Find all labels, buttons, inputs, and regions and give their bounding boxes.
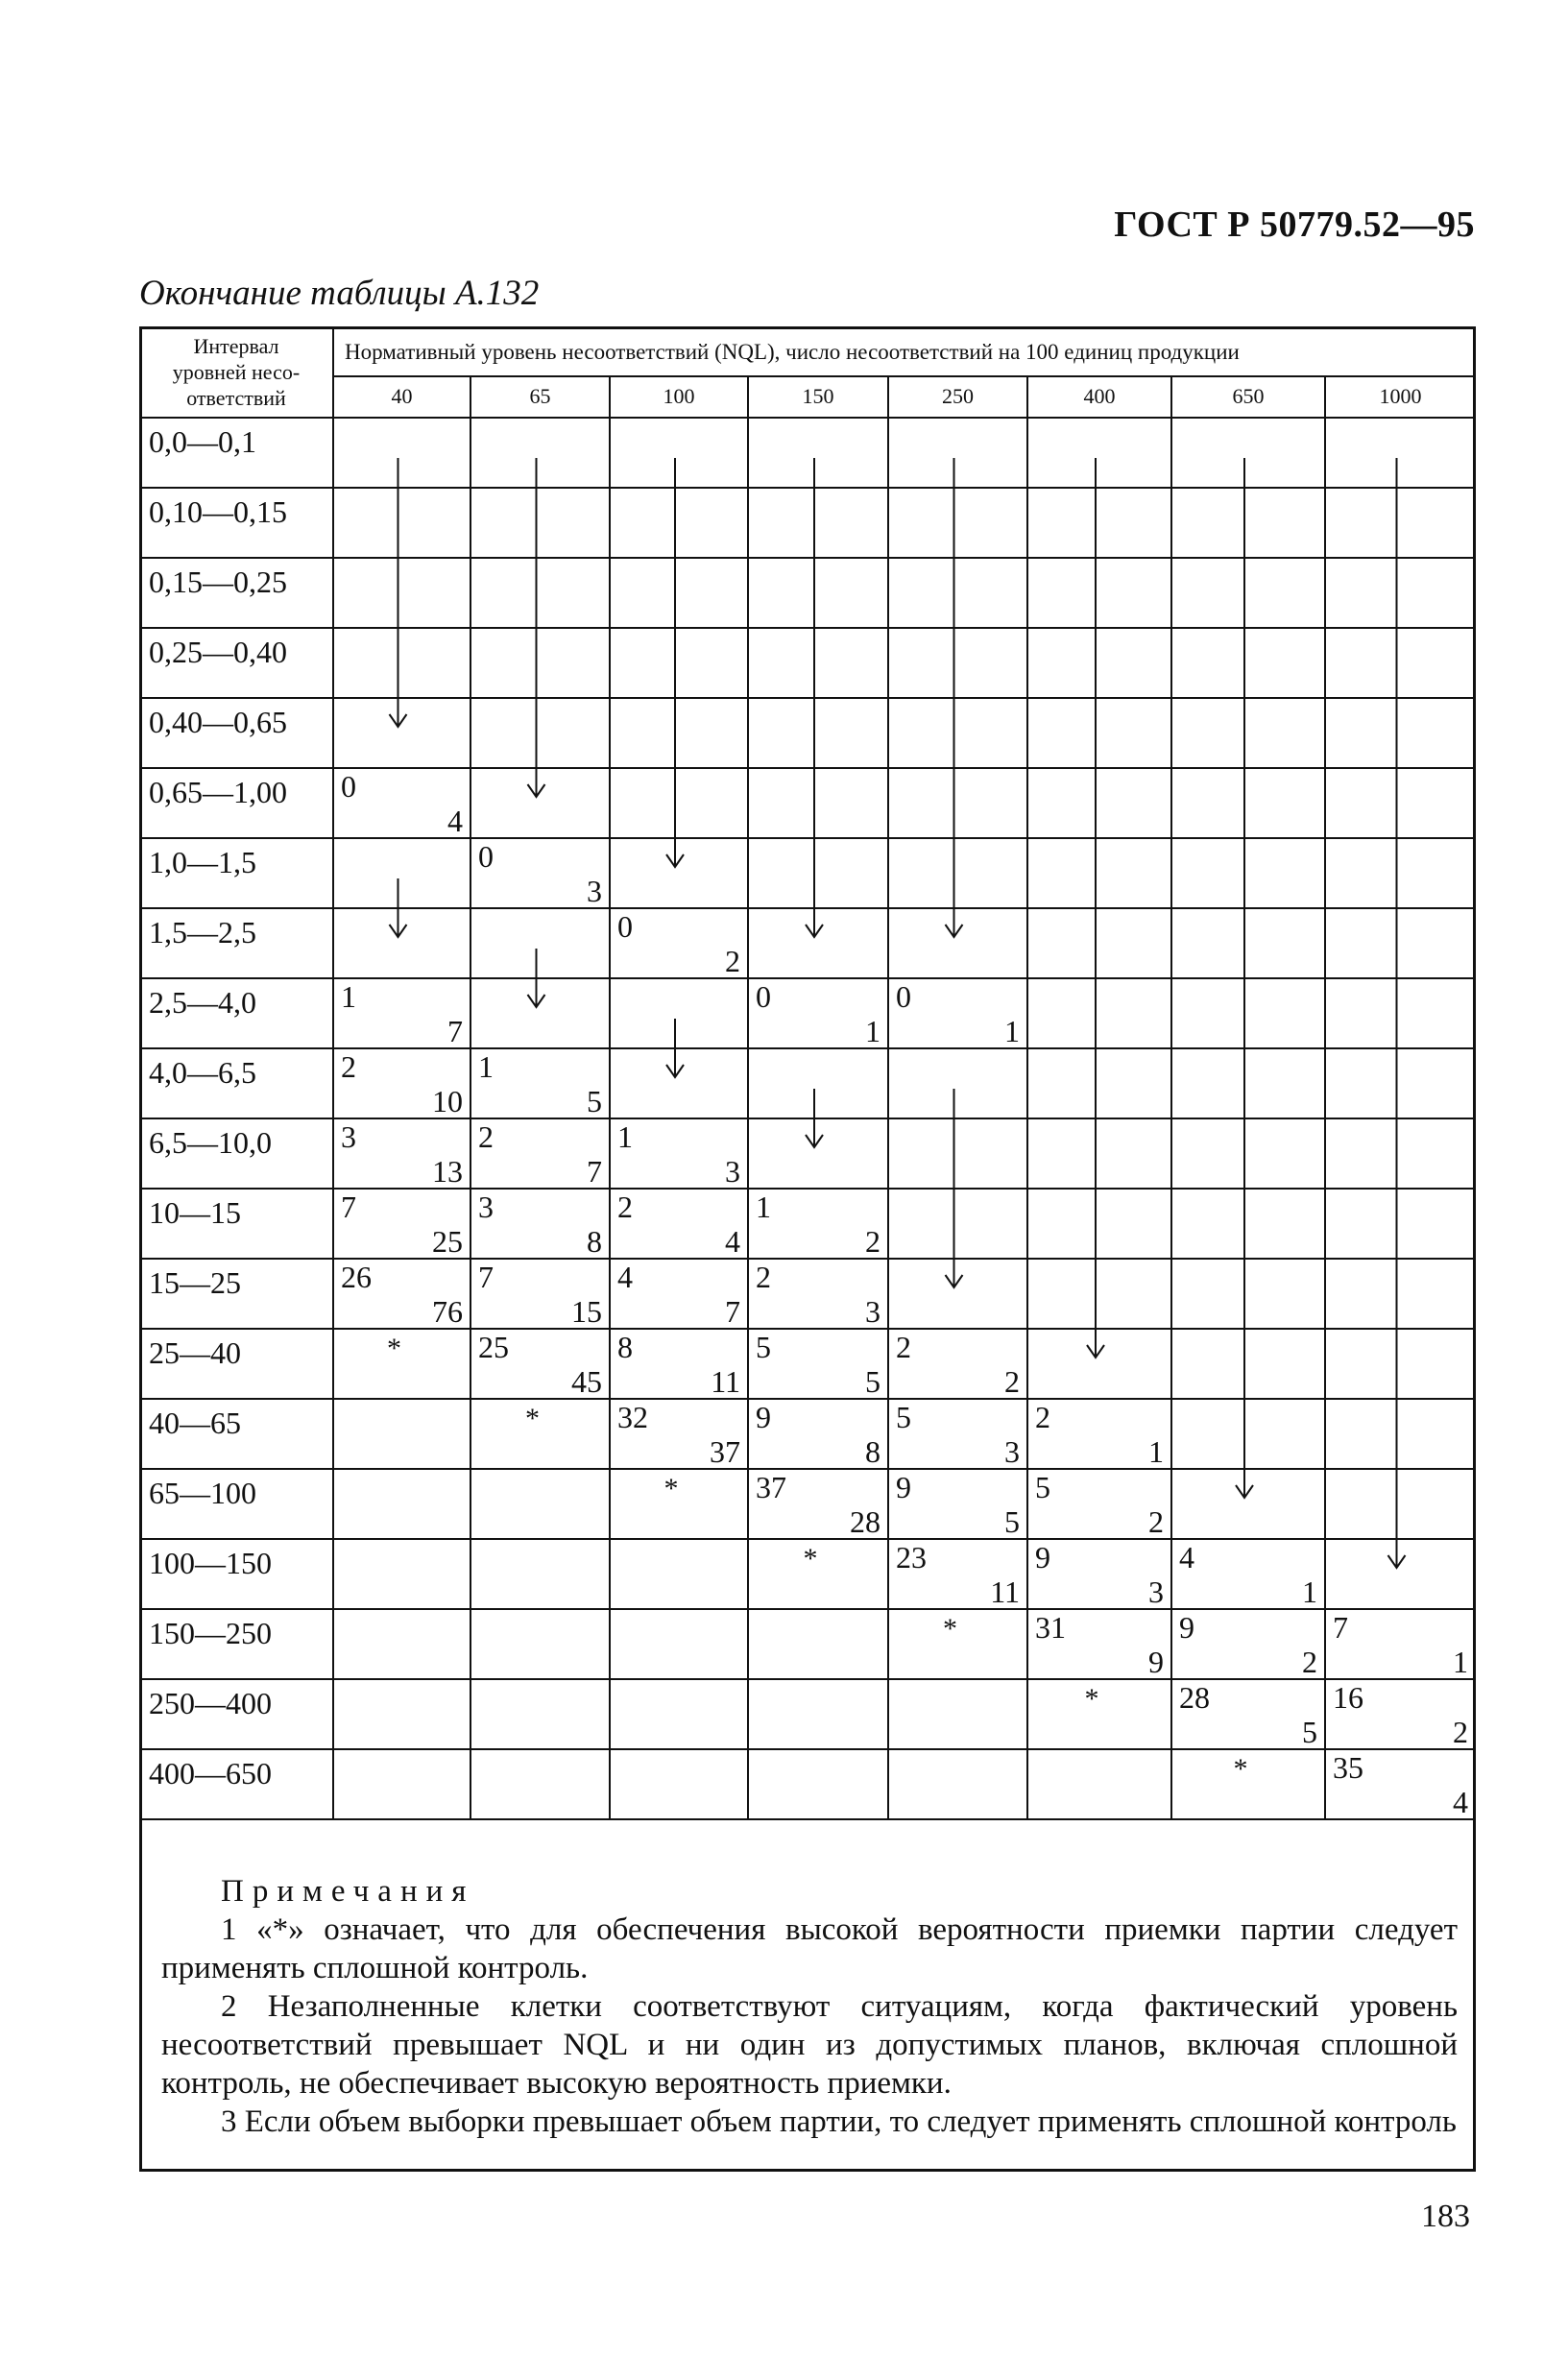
row-interval: 0,25—0,40 [149,635,287,669]
sample-size: 45 [571,1364,602,1399]
sample-size: 15 [571,1294,602,1329]
row-interval: 15—25 [149,1265,241,1300]
acceptance-number: 23 [896,1540,927,1575]
acceptance-number: 0 [478,839,494,874]
notes-title: Примечания [221,1874,475,1909]
row-interval: 0,0—0,1 [149,424,256,459]
sample-size: 4 [447,804,463,838]
acceptance-number: 1 [756,1190,771,1224]
column-header-150: 150 [802,384,834,408]
sample-size: 3 [725,1154,740,1189]
acceptance-number: 3 [341,1119,356,1154]
full-control-mark: * [663,1473,679,1504]
sample-size: 3 [865,1294,880,1329]
column-header-40: 40 [391,384,413,408]
sample-size: 3 [1148,1575,1164,1609]
row-interval: 4,0—6,5 [149,1055,256,1090]
sample-size: 7 [447,1014,463,1048]
sample-size: 1 [1302,1575,1317,1609]
full-control-mark: * [803,1543,818,1575]
sample-size: 10 [432,1084,463,1118]
sample-size: 2 [1004,1364,1020,1399]
row-interval: 0,40—0,65 [149,705,287,739]
note-3: 3 Если объем выборки превышает объем партии, то следует применять сплошной контроль [221,2104,1457,2139]
sample-size: 25 [432,1224,463,1259]
full-control-mark: * [1233,1753,1248,1785]
sample-size: 8 [865,1434,880,1469]
acceptance-number: 35 [1333,1750,1363,1785]
sample-size: 7 [725,1294,740,1329]
row-interval: 65—100 [149,1476,256,1510]
acceptance-number: 7 [478,1260,494,1294]
sample-size: 4 [1453,1785,1468,1819]
row-interval: 1,0—1,5 [149,845,256,879]
row-interval: 100—150 [149,1546,272,1580]
row-interval: 10—15 [149,1195,241,1230]
acceptance-number: 26 [341,1260,372,1294]
sample-size: 3 [587,874,602,908]
row-interval: 0,65—1,00 [149,775,287,809]
acceptance-number: 0 [341,769,356,804]
row-interval: 40—65 [149,1406,241,1440]
full-control-mark: * [387,1333,401,1364]
standard-code: ГОСТ Р 50779.52—95 [1114,204,1475,245]
acceptance-number: 28 [1179,1680,1210,1715]
sample-size: 37 [710,1434,740,1469]
sample-size: 7 [587,1154,602,1189]
note-2: 2 Незаполненные клетки соответствуют ситуациям, когда фактический уровень несоответствий превышает NQL и ни один из допустимых планов, включая сплошной контроль, не обеспечивает высокую вероятность приемки. [161,1989,1458,2101]
notes-block [161,1872,1458,2141]
acceptance-number: 5 [1035,1470,1050,1504]
sample-size: 76 [432,1294,463,1329]
full-control-mark: * [943,1613,957,1645]
sample-size: 3 [1004,1434,1020,1469]
acceptance-number: 1 [617,1119,633,1154]
acceptance-number: 32 [617,1400,648,1434]
sample-size: 5 [1302,1715,1317,1749]
acceptance-number: 8 [617,1330,633,1364]
acceptance-number: 7 [341,1190,356,1224]
acceptance-number: 9 [1179,1610,1194,1645]
row-interval: 0,10—0,15 [149,494,287,529]
acceptance-number: 0 [896,979,911,1014]
row-interval: 250—400 [149,1686,272,1720]
sample-size: 1 [1453,1645,1468,1679]
sample-size: 9 [1148,1645,1164,1679]
nql-group-header: Нормативный уровень несоответствий (NQL), число несоответствий на 100 единиц продукции [345,340,1240,364]
sample-size: 2 [865,1224,880,1259]
column-header-650: 650 [1232,384,1265,408]
row-interval: 2,5—4,0 [149,985,256,1020]
acceptance-number: 5 [756,1330,771,1364]
row-interval: 150—250 [149,1616,272,1650]
sample-size: 13 [432,1154,463,1189]
acceptance-number: 31 [1035,1610,1066,1645]
column-header-250: 250 [942,384,974,408]
acceptance-number: 7 [1333,1610,1348,1645]
acceptance-number: 9 [896,1470,911,1504]
sample-size: 2 [1453,1715,1468,1749]
acceptance-number: 2 [756,1260,771,1294]
acceptance-number: 1 [341,979,356,1014]
page-number: 183 [1421,2199,1470,2234]
acceptance-number: 3 [478,1190,494,1224]
sample-size: 11 [711,1364,740,1399]
sample-size: 1 [865,1014,880,1048]
row-interval: 0,15—0,25 [149,565,287,599]
acceptance-number: 2 [896,1330,911,1364]
sample-size: 2 [725,944,740,978]
full-control-mark: * [1084,1683,1099,1715]
column-header-1000: 1000 [1379,384,1422,408]
sample-size: 4 [725,1224,740,1259]
column-header-100: 100 [663,384,695,408]
row-interval: 6,5—10,0 [149,1125,272,1160]
sample-size: 5 [1004,1504,1020,1539]
row-header-label: уровней несо- [172,360,301,384]
acceptance-number: 9 [756,1400,771,1434]
column-header-400: 400 [1083,384,1116,408]
acceptance-number: 1 [478,1049,494,1084]
acceptance-number: 0 [756,979,771,1014]
note-1: 1 «*» означает, что для обеспечения высокой вероятности приемки партии следует применять сплошной контроль. [161,1912,1458,1985]
acceptance-number: 2 [1035,1400,1050,1434]
sample-size: 8 [587,1224,602,1259]
sample-size: 11 [990,1575,1020,1609]
column-header-65: 65 [529,384,551,408]
table-caption: Окончание таблицы А.132 [139,274,540,313]
acceptance-number: 4 [617,1260,633,1294]
sample-size: 5 [587,1084,602,1118]
row-header-label: Интервал [193,334,279,358]
row-header-label: ответствий [186,386,286,410]
sample-size: 2 [1302,1645,1317,1679]
acceptance-number: 0 [617,909,633,944]
sample-size: 28 [850,1504,880,1539]
acceptance-number: 2 [617,1190,633,1224]
acceptance-number: 9 [1035,1540,1050,1575]
acceptance-number: 4 [1179,1540,1194,1575]
row-interval: 25—40 [149,1335,241,1370]
acceptance-number: 25 [478,1330,509,1364]
row-interval: 400—650 [149,1756,272,1791]
acceptance-number: 16 [1333,1680,1363,1715]
acceptance-number: 2 [478,1119,494,1154]
acceptance-number: 5 [896,1400,911,1434]
acceptance-number: 37 [756,1470,786,1504]
sample-size: 5 [865,1364,880,1399]
sample-size: 2 [1148,1504,1164,1539]
full-control-mark: * [525,1403,540,1434]
row-interval: 1,5—2,5 [149,915,256,950]
sample-size: 1 [1148,1434,1164,1469]
acceptance-number: 2 [341,1049,356,1084]
sample-size: 1 [1004,1014,1020,1048]
